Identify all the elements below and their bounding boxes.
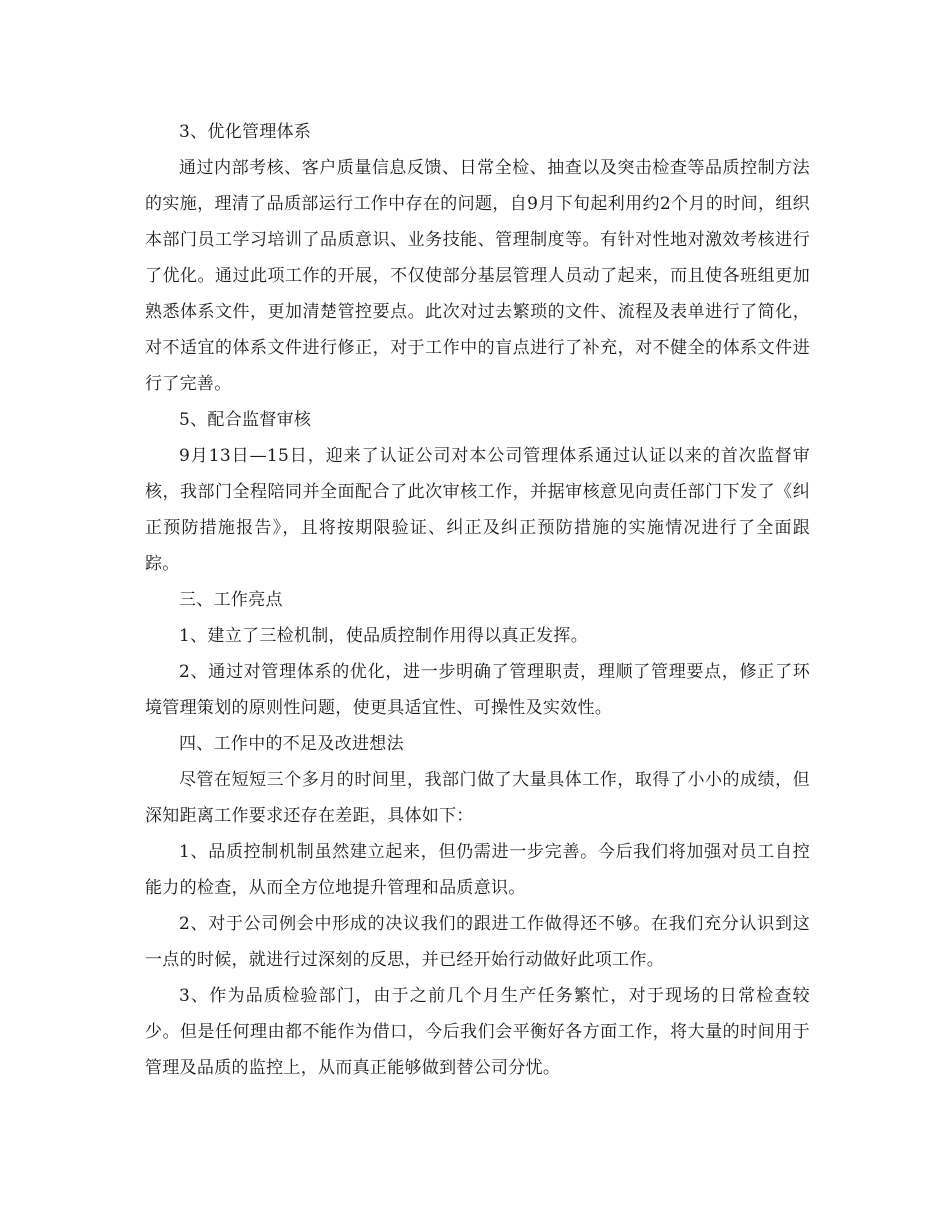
paragraph-optimize-management: 通过内部考核、客户质量信息反馈、日常全检、抽查以及突击检查等品质控制方法的实施，理清了品质部运行工作中存在的问题，自9月下旬起利用约2个月的时间，组织本部门员工学习培训了品质意识、业务技能、管理制度等。有针对性地对激效考核进行了优化。通过此项工作的开展，不仅使部分基层管理人员动了起来，而且使各班组更加熟悉体系文件，更加清楚管控要点。此次对过去繁琐的文件、流程及表单进行了简化，对不适宜的体系文件进行修正，对于工作中的盲点进行了补充，对不健全的体系文件进行了完善。 <box>145 158 810 394</box>
section-heading-highlights: 三、工作亮点 <box>179 590 283 610</box>
section-heading-shortcomings: 四、工作中的不足及改进想法 <box>179 734 404 754</box>
document-page <box>145 114 810 1086</box>
paragraph-shortcoming-3: 3、作为品质检验部门，由于之前几个月生产任务繁忙，对于现场的日常检查较少。但是任何理由都不能作为借口，今后我们会平衡好各方面工作，将大量的时间用于管理及品质的监控上，从而真正能够做到替公司分忧。 <box>145 986 810 1078</box>
paragraph-shortcoming-1: 1、品质控制机制虽然建立起来，但仍需进一步完善。今后我们将加强对员工自控能力的检查，从而全方位地提升管理和品质意识。 <box>145 842 810 898</box>
paragraph-highlight-2: 2、通过对管理体系的优化，进一步明确了管理职责，理顺了管理要点，修正了环境管理策划的原则性问题，使更具适宜性、可操性及实效性。 <box>145 662 810 718</box>
paragraph-highlight-1: 1、建立了三检机制，使品质控制作用得以真正发挥。 <box>179 626 589 646</box>
paragraph-shortcoming-2: 2、对于公司例会中形成的决议我们的跟进工作做得还不够。在我们充分认识到这一点的时候，就进行过深刻的反思，并已经开始行动做好此项工作。 <box>145 914 810 970</box>
paragraph-audit-cooperation: 9月13日—15日，迎来了认证公司对本公司管理体系通过认证以来的首次监督审核，我部门全程陪同并全面配合了此次审核工作，并据审核意见向责任部门下发了《纠正预防措施报告》，且将按期限验证、纠正及纠正预防措施的实施情况进行了全面跟踪。 <box>145 446 810 574</box>
section-heading-optimize-management: 3、优化管理体系 <box>179 122 312 142</box>
section-heading-audit-cooperation: 5、配合监督审核 <box>179 410 312 430</box>
paragraph-shortcomings-intro: 尽管在短短三个多月的时间里，我部门做了大量具体工作，取得了小小的成绩，但深知距离工作要求还存在差距，具体如下： <box>145 770 810 826</box>
